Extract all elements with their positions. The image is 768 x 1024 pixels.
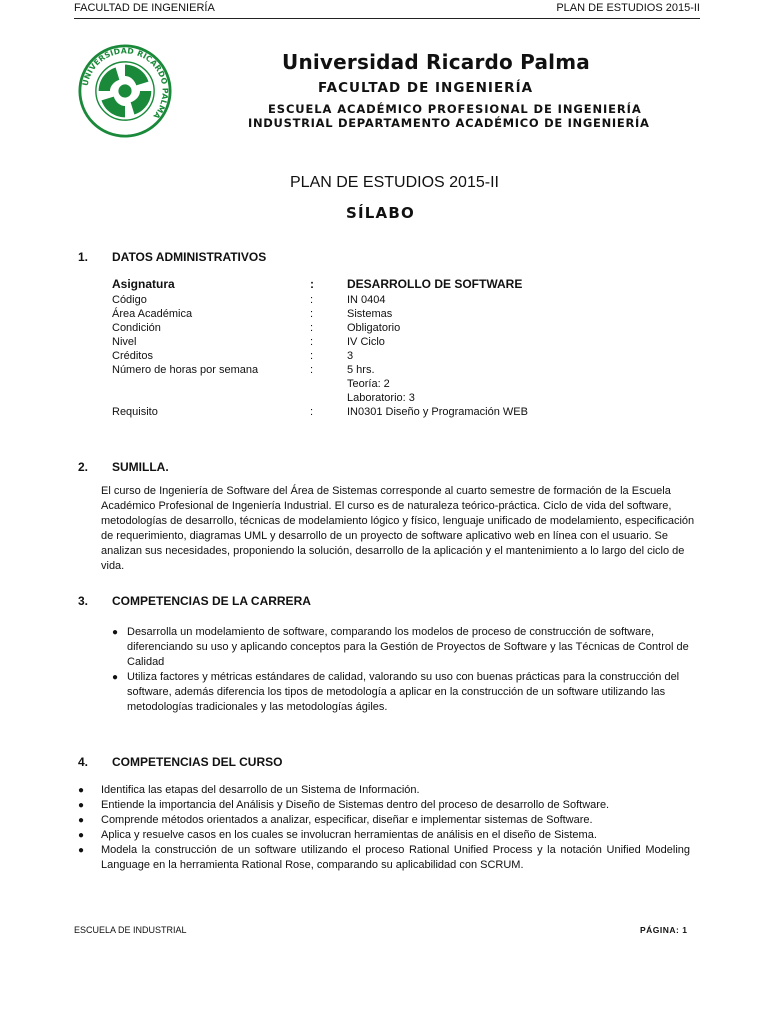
admin-sep: :: [310, 350, 314, 362]
admin-sep: :: [310, 308, 314, 320]
section-4-number: 4.: [78, 755, 89, 769]
list-item-text: Modela la construcción de un software utilizando el proceso Rational Unified Process y la notación Unified Modeling Language en la herramienta Rational Rose, comparando su aplicabilidad con SCRUM.: [101, 844, 690, 871]
bullet-icon: ●: [112, 627, 119, 638]
section-3-number: 3.: [78, 594, 89, 608]
running-header: [74, 0, 700, 19]
school-line-2: INDUSTRIAL DEPARTAMENTO ACADÉMICO DE INGENIERÍA: [248, 116, 650, 130]
list-item: [78, 783, 690, 798]
list-item: [78, 828, 690, 843]
faculty-name: FACULTAD DE INGENIERÍA: [318, 80, 534, 96]
admin-row-creditos: [112, 349, 672, 363]
section-1-number: 1.: [78, 250, 89, 264]
admin-value: 5 hrs.: [347, 364, 375, 376]
admin-label: Código: [112, 294, 147, 306]
bullet-icon: ●: [78, 800, 85, 811]
admin-row-laboratorio: [112, 391, 672, 405]
admin-value: 3: [347, 350, 354, 362]
admin-row-nivel: [112, 335, 672, 349]
section-2-title: SUMILLA.: [112, 460, 169, 474]
admin-label: Requisito: [112, 406, 158, 418]
admin-value: Teoría: 2: [347, 378, 390, 390]
admin-label: Área Académica: [112, 308, 193, 320]
admin-sep: :: [310, 294, 314, 306]
list-item: Desarrolla un modelamiento de software, comparando los modelos de proceso de construcción de software, diferenciando su uso y aplicando conceptos para la Gestión de Proyectos de Software y las Técnicas de Control de Calidad: [127, 626, 689, 668]
list-item: [78, 813, 690, 828]
admin-value: IN 0404: [347, 294, 386, 306]
admin-row-condicion: [112, 321, 672, 335]
admin-label: Número de horas por semana: [112, 364, 259, 376]
admin-row-asignatura: [112, 277, 672, 293]
bullet-icon: ●: [78, 830, 85, 841]
sumilla-paragraph: El curso de Ingeniería de Software del Área de Sistemas corresponde al cuarto semestre de formación de la Escuela Académico Profesional de Ingeniería Industrial. El curso es de naturaleza teórico-práctica. Ciclo de vida del software, metodologías de desarrollo, técnicas de modelamiento lógico y físico, lenguaje unificado de modelamiento, especificación de requerimiento, diagramas UML y desarrollo de un proyecto de software aplicativo web en línea con el usuario. Se analizan sus necesidades, proponiendo la solución, desarrollo de la aplicación y el mantenimiento a lo largo del ciclo de vida.: [101, 485, 695, 572]
section-4-title: COMPETENCIAS DEL CURSO: [112, 755, 283, 769]
header-left: FACULTAD DE INGENIERÍA: [74, 2, 215, 14]
admin-sep: :: [310, 322, 314, 334]
page-number: PÁGINA: 1: [640, 925, 688, 935]
document-subtitle: SÍLABO: [346, 204, 415, 222]
admin-row-teoria: [112, 377, 672, 391]
admin-row-requisito: [112, 405, 672, 419]
bullet-icon: ●: [78, 815, 85, 826]
admin-value: Obligatorio: [347, 322, 401, 334]
admin-value: IV Ciclo: [347, 336, 385, 348]
list-item-text: Identifica las etapas del desarrollo de un Sistema de Información.: [101, 784, 420, 796]
course-competencies-list: [78, 783, 690, 873]
admin-sep: :: [310, 406, 314, 418]
bullet-icon: ●: [112, 672, 119, 683]
university-seal-icon: [78, 44, 172, 138]
section-3-title: COMPETENCIAS DE LA CARRERA: [112, 594, 311, 608]
administrative-data-table: [112, 277, 672, 419]
admin-row-area: [112, 307, 672, 321]
header-right: PLAN DE ESTUDIOS 2015-II: [556, 2, 700, 14]
bullet-icon: ●: [78, 785, 85, 796]
list-item: [78, 843, 690, 873]
document-title: PLAN DE ESTUDIOS 2015-II: [290, 174, 499, 191]
school-line-1: ESCUELA ACADÉMICO PROFESIONAL DE INGENIERÍA: [268, 102, 642, 116]
seal-ring-text: UNIVERSIDAD RICARDO PALMA: [80, 46, 170, 121]
list-item-text: Aplica y resuelve casos en los cuales se involucran herramientas de análisis en el diseño de Sistema.: [101, 829, 597, 841]
career-competency-1: [112, 625, 697, 670]
admin-sep: :: [310, 336, 314, 348]
footer-left: ESCUELA DE INDUSTRIAL: [74, 925, 187, 935]
admin-label: Condición: [112, 322, 161, 334]
admin-label: Créditos: [112, 350, 153, 362]
admin-sep: :: [310, 364, 314, 376]
admin-value: Sistemas: [347, 308, 393, 320]
university-name: Universidad Ricardo Palma: [282, 50, 590, 74]
admin-label: Nivel: [112, 336, 137, 348]
list-item-text: Comprende métodos orientados a analizar, especificar, diseñar e implementar sistemas de Software.: [101, 814, 593, 826]
admin-sep: :: [310, 277, 314, 291]
admin-value: Laboratorio: 3: [347, 392, 415, 404]
list-item: [78, 798, 690, 813]
admin-row-horas: [112, 363, 672, 377]
section-2-number: 2.: [78, 460, 89, 474]
admin-value: IN0301 Diseño y Programación WEB: [347, 406, 528, 418]
admin-value: DESARROLLO DE SOFTWARE: [347, 277, 523, 291]
admin-row-codigo: [112, 293, 672, 307]
bullet-icon: ●: [78, 845, 85, 856]
admin-label: Asignatura: [112, 277, 175, 291]
list-item-text: Entiende la importancia del Análisis y Diseño de Sistemas dentro del proceso de desarrollo de Software.: [101, 799, 610, 811]
section-1-title: DATOS ADMINISTRATIVOS: [112, 250, 267, 264]
list-item: Utiliza factores y métricas estándares de calidad, valorando su uso con buenas prácticas para la construcción del software, además diferencia los tipos de metodología a aplicar en la construcción de un software utilizando las metodologías tradicionales y las metodologías ágiles.: [127, 671, 680, 713]
career-competency-2: [112, 670, 697, 715]
